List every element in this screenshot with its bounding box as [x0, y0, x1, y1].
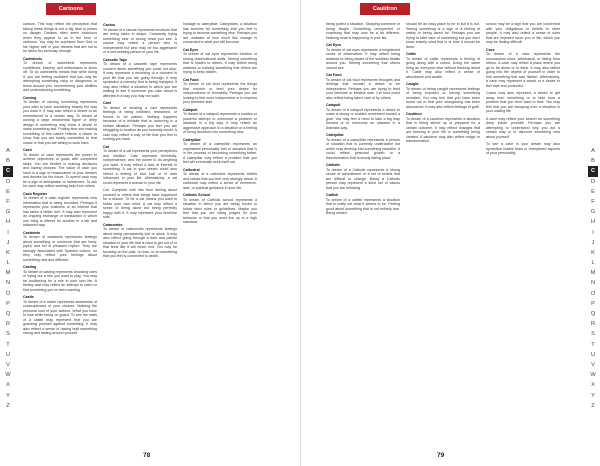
alphabet-letter-u: U [590, 351, 596, 358]
dictionary-entry [103, 188, 177, 220]
alphabet-letter-j: J [591, 239, 595, 246]
alphabet-letter-b: B [591, 158, 595, 165]
alphabet-letter-z: Z [591, 402, 595, 409]
alphabet-letter-f: F [6, 198, 10, 205]
dictionary-entry [23, 96, 97, 146]
entry-title: Catholic [326, 163, 341, 167]
alphabet-letter-v: V [591, 361, 595, 368]
dictionary-entry [23, 265, 97, 292]
entry-title: Cat Eyes [183, 47, 199, 52]
entry-title: Caught [406, 82, 419, 86]
alphabet-letter-q: Q [5, 311, 11, 317]
entry-text: To dream of a catfish represents a situation that is really not what it seems to be. Feeling good about something that is not entirely true. Being misled. [326, 197, 400, 215]
alphabet-letter-i: I [592, 229, 594, 236]
alphabet-letter-b: B [6, 158, 10, 165]
entry-text: school may be a sign that you are concerned with your obligations or beliefs to other people. It may also reflect a sense of rules that are imposed upon you in life, which you may be finding difficult. [486, 22, 560, 44]
entry-text: To dream of cartwheels represents confidence, bravery, and enthusiasm to show off. To do cartwheels means that while doing it, you are feeling confident that you may be attempting something risky or dangerous to those around you, remembering your abilities and understanding something. [23, 61, 97, 92]
dictionary-entry [183, 108, 257, 135]
entry-text: To dream of a cat represents your perceptions and intuition. Cats represent femininity, independence, and the power to do anything you want. It may reflect a lack of interest in something. A cat in your dream could also reflect a feeling of bad luck or of dark influences in your life. Alternatively, a cat could represent a woman in your life. [103, 149, 177, 185]
entry-text: To see a cave in your dream may also symbolize hidden fears or unexplored aspects of your personality. [486, 142, 560, 155]
dictionary-entry [486, 142, 560, 156]
alphabet-letter-f: F [591, 198, 595, 205]
dictionary-entry [23, 231, 97, 263]
entry-title: Catacombs [103, 222, 123, 227]
entry-text: To dream of catacombs represents feelings about being permanently lost or stuck. It may also reflect going through a dark and painful situation in your life that is hard to get out of or that feels like it will never end. You may be focusing on the past, on loss, or on something that you feel is connected to death. [103, 227, 177, 258]
entry-text: To dream of a cathedral represents beliefs and values that you feel very strongly about. A cathedral may reflect a sense of reverence, awe, or spiritual guidance in your life. [183, 172, 257, 190]
entry-title: Cassette Tape [103, 57, 128, 62]
entry-text: To dream of a catapult represents a sudden or powerful attempt to overcome a problem or obstacle in a big way. It may reflect an aggressive approach to a situation or a feeling of being launched into something new. [183, 112, 257, 134]
entry-text: To dream of a cave represents the unconscious mind, withdrawal, or hiding from others. A cave may reflect a place where you go to be alone or to think. It may also reflect going into the depths of yourself in order to find something that was hidden. Alternatively, a cave may represent a womb or a desire to feel safe and protected. [486, 52, 560, 88]
entry-title: Caterpillar [326, 133, 344, 137]
alphabet-letter-m: M [590, 270, 596, 277]
alphabet-letter-r: R [590, 321, 596, 328]
dictionary-entry [183, 48, 257, 75]
alphabet-letter-g: G [590, 209, 596, 216]
dictionary-entry [326, 193, 400, 216]
entry-title: Carving [23, 95, 37, 100]
entry-text: To dream of cat eyes represents a heightened sense of observation. It may reflect being watched or being aware of the smallest details around you. Seeing something that others cannot see. [326, 47, 400, 70]
entry-text: Caves may also represent a desire to get away from something or to hide from a problem that you don't want to face. You may feel that you are escaping from a situation in your waking life. [486, 91, 560, 113]
alphabet-letter-y: Y [591, 392, 595, 399]
alphabet-index [3, 146, 13, 411]
dictionary-entry [23, 295, 97, 336]
alphabet-letter-l: L [6, 260, 10, 267]
entry-text: To dream of carving something represents your wish to have something exactly the way you want it. It may also reflect a desire to be remembered in a certain way. To dream of carving a large ornamental figure or deep design in something may show a desire to make something last. Putting time into making something of this nature reflects a desire to show that you are totally committed to that cause or that you are willing to work hard. [23, 100, 97, 145]
alphabet-letter-s: S [591, 331, 595, 338]
alphabet-letter-m: M [5, 270, 11, 277]
dictionary-entry [406, 82, 480, 109]
alphabet-letter-w: W [590, 372, 596, 379]
entry-title: Cathedral [183, 167, 200, 172]
dictionary-entry [486, 48, 560, 89]
alphabet-letter-z: Z [6, 402, 10, 409]
entry-title: Catapult [183, 107, 198, 112]
dictionary-entry [23, 192, 97, 228]
alphabet-letter-t: T [591, 341, 595, 348]
alphabet-letter-q: Q [590, 311, 596, 317]
text-column-2 [103, 22, 177, 422]
alphabet-letter-l: L [591, 260, 595, 267]
dictionary-entry [486, 22, 560, 45]
dictionary-entry [326, 133, 400, 160]
alphabet-letter-a: A [6, 148, 10, 154]
entry-title: Cattle [406, 52, 416, 56]
alphabet-letter-u: U [5, 351, 11, 358]
entry-text: cartoon. This may reflect the perception that taking these things is not a big deal or poses no danger. Dreams often seem ridiculous when they appear to us in the form of cartoons. You may be surprised from God or his 'higher self' in your dreams that are not to be taken too seriously enough. [23, 22, 97, 53]
entry-text: To dream of a cauldron represents a situation that is being stirred up or prepared for a certain outcome. It may reflect changes that are brewing in your life or something being created. A cauldron may also reflect magic or transformation. [406, 116, 480, 143]
alphabet-letter-d: D [5, 178, 11, 185]
entry-text: To dream of cat food represents the things that nourish or feed your desire for independence or femininity. Perhaps you are looking to feel more independent or to express your feminine side. [183, 82, 257, 104]
entry-title: Cast [103, 101, 111, 105]
alphabet-letter-n: N [5, 280, 11, 287]
header-tab: Cauldron [360, 3, 410, 15]
alphabet-letter-p: P [6, 300, 10, 307]
entry-title: Cave [486, 47, 495, 52]
dictionary-entry [326, 22, 400, 40]
alphabet-letter-p: P [591, 300, 595, 307]
entry-title: Cauldron [406, 112, 422, 116]
entry-title: Cash [23, 148, 32, 152]
alphabet-letter-o: O [590, 290, 596, 297]
dictionary-entry [486, 117, 560, 140]
entry-title: Cat [103, 144, 109, 149]
alphabet-index [588, 146, 598, 411]
entry-title: Catapult [326, 103, 341, 107]
entry-title: Cash Register [23, 191, 48, 196]
entry-text: A cave may reflect your search for something deep inside yourself. Perhaps you are attempting to understand why you act a certain way or to discover something new about yourself. [486, 116, 560, 139]
entry-text: being pulled a situation. Studying someone or being taught. Something unexpected or surprising that may now be a bit different. Noticing what is happening in your life. [326, 22, 400, 40]
entry-text: To dream of castanets represents feelings about something or someone that are lively, joyful, and full of pleasant rhythm. They are strongly associated with Spanish culture, so they may reflect your feelings about something new and different. [23, 235, 97, 262]
entry-title: Caterpillar [183, 137, 201, 142]
entry-text: To dream of a caterpillar represents a person or situation that is currently unattractive but which may develop into something beautiful. It could reflect personal growth or a transformation that is slowly taking place. [326, 137, 400, 160]
text-column-1 [326, 22, 400, 422]
alphabet-letter-j: J [6, 239, 10, 246]
page-number: 78 [143, 452, 151, 459]
alphabet-letter-g: G [5, 209, 11, 216]
dictionary-entry [23, 57, 97, 93]
entry-text: should be an easy place to be in but it is not. Seeing something is a sign of a feeling of safety or being cared for. Perhaps you are trying to take care of something but you don't know exactly what that is or how it should be done. [406, 22, 480, 49]
entry-title: Cactus [103, 23, 115, 27]
alphabet-letter-d: D [590, 178, 596, 185]
alphabet-letter-v: V [6, 361, 10, 368]
entry-title: Cat Eyes [326, 43, 342, 47]
header-tab: Cartoons [46, 3, 96, 15]
dictionary-entry [326, 43, 400, 70]
dictionary-entry [103, 23, 177, 55]
dictionary-entry [183, 138, 257, 165]
entry-text: To dream of a cactus represents emotions that are being taken in shape. Constantly trying something new or wrong what you see. A cactus may reflect a person who is independent but who may be too aggressive or a self-seeking person in your life. [103, 27, 177, 54]
alphabet-letter-x: X [591, 382, 595, 389]
alphabet-letter-o: O [5, 290, 11, 297]
dictionary-entry [326, 163, 400, 190]
entry-title: Castle [23, 295, 34, 299]
dictionary-entry [23, 22, 97, 54]
dictionary-entry [486, 91, 560, 114]
entry-text: To dream of cattle represents a feeling of going along with a crowd. Doing the same thing as everyone else without thinking about it. Cattle may also reflect a sense of abundance and wealth. [406, 56, 480, 79]
alphabet-letter-x: X [6, 382, 10, 389]
entry-text: To dream of casting represents choosing roles or trying out a role you want to play. You may be auditioning for a role in your own life. A fishing cast may reflect an attempt to catch or find something you've been wanting. [23, 269, 97, 292]
alphabet-letter-c: C [3, 166, 13, 176]
entry-text: To dream of Catholic school represents a situation in which you are being forced to follow strict rules or guidelines. Maybe you feel that you are being judged for your behavior or that you must live up to a high standard. [183, 197, 257, 224]
entry-text: To dream of being caught represents feelings of being exposed or having something revealed. You may feel that you have been found out or that your wrongdoing has been discovered. It may also reflect feelings of guilt. [406, 86, 480, 109]
alphabet-letter-i: I [7, 229, 9, 236]
entry-title: Castanets [23, 230, 41, 235]
entry-text: Cat: Complete with info from feeling about yourself or others that things have happened for a reason. To be a cat means you want to follow your own mind. A cat may reflect a sense of being alone but being perfectly happy with it. It may represent your feminine side. [103, 188, 177, 219]
entry-title: Cat Food [326, 73, 342, 77]
dictionary-entry [183, 22, 257, 45]
alphabet-letter-t: T [6, 341, 10, 348]
dictionary-entry [103, 145, 177, 186]
entry-title: Casting [23, 265, 37, 269]
entry-text: To dream of cat eyes represents intuition or strong observational skills. Seeing something that is hidden to others. It may reflect being watched or noticing something that others are trying to keep hidden. [183, 52, 257, 74]
alphabet-letter-e: E [591, 188, 595, 195]
alphabet-letter-s: S [6, 331, 10, 338]
alphabet-letter-n: N [590, 280, 596, 287]
alphabet-letter-h: H [590, 219, 596, 226]
entry-text: To dream of a Catholic represents a strong sense of commitment or a set of beliefs that are difficult to change. Being a Catholic person may represent a strict set of values that you are following. [326, 167, 400, 190]
entry-text: To dream of a caterpillar represents an unpleasant personality trait or situation that is in the process of becoming something better. A caterpillar may reflect a problem that you feel will eventually work itself out. [183, 142, 257, 164]
alphabet-letter-e: E [6, 188, 10, 195]
alphabet-letter-h: H [5, 219, 11, 226]
alphabet-letter-w: W [5, 372, 11, 379]
entry-title: Catfish [326, 193, 339, 197]
dictionary-entry [406, 112, 480, 144]
dictionary-entry [23, 148, 97, 189]
entry-text: To dream of a cassette tape represents concern about something you could not stop. It may represent a recording of a moment in your life that you are going through. It may symbolize a memory that is being replayed. It may also reflect a situation in which you are waiting to see if someone you care about is affected in a way you may not want. [103, 62, 177, 98]
entry-text: To dream of a cash register represents new information that is being recorded. Perhaps it represents your business or an interest that has taken a better turn. It may also represent an ongoing exchange or transaction in which one thing is offered for another in a fair and balanced way. [23, 196, 97, 227]
page-number: 79 [437, 452, 445, 459]
dictionary-entry [406, 52, 480, 79]
dictionary-entry [183, 193, 257, 225]
alphabet-letter-k: K [591, 249, 595, 256]
text-column-1 [23, 22, 97, 422]
dictionary-entry [103, 223, 177, 259]
alphabet-letter-k: K [6, 249, 10, 256]
text-column-3 [183, 22, 257, 422]
entry-title: Catholic School [183, 193, 211, 197]
entry-title: Cartwheels [23, 56, 43, 61]
entry-text: To dream of cat food represents thoughts and feelings that nourish a desire to be independent. Perhaps you are trying to feed your feminine or intuitive side. Cat food could also reflect being taken care of by others. [326, 77, 400, 100]
entry-text: To dream of cash represents the power to achieve objectives or goals with completed tasks. You are flexible in making decisions and having choices. The value of cash you have is a sign of reassurance of your dreams and desires for the future. To spend cash may be a sign of anticipation or investment. To ask for cash may reflect seeking help from others. [23, 152, 97, 188]
dictionary-entry [326, 73, 400, 100]
dictionary-entry [183, 168, 257, 191]
text-column-2 [406, 22, 480, 422]
alphabet-letter-y: Y [6, 392, 10, 399]
dictionary-entry [103, 58, 177, 99]
alphabet-letter-r: R [5, 321, 11, 328]
right-page [300, 0, 600, 466]
entry-text: To dream of a catapult represents a desire to make a strong or sudden movement toward a goal. You may feel a need to take a big leap forward or to overcome an obstacle in a dramatic way. [326, 107, 400, 130]
alphabet-letter-a: A [591, 148, 595, 154]
entry-text: To dream of a castle represents awareness of consequences of your choices. Noticing the personal cost of your actions. What you have to lose while being on guard. To see the walls of a castle may represent that you are guarding yourself against something. It may also reflect a sense of having built something strong and lasting around yourself. [23, 299, 97, 335]
dictionary-entry [103, 101, 177, 142]
text-column-3 [486, 22, 560, 422]
dictionary-entry [326, 103, 400, 130]
dictionary-entry [406, 22, 480, 49]
entry-title: Cat Food [183, 77, 199, 82]
alphabet-letter-c: C [588, 166, 598, 176]
dictionary-entry [183, 78, 257, 105]
entry-text: hostage to caterpillar; Caterpillars, a situation has become for something that you feel is trying to become something else. Perhaps you are unaware of how much this change is connected to what you will become. [183, 22, 257, 44]
entry-text: To dream of wearing a cast represents feelings of being inhibited, restrained, or forced to be patient. Nothing happens because of a mistake that is occurring in a certain situation. Perhaps you feel you are struggling to function as you normally would. A cast may reflect a way of life that you feel is holding you back. [103, 105, 177, 141]
